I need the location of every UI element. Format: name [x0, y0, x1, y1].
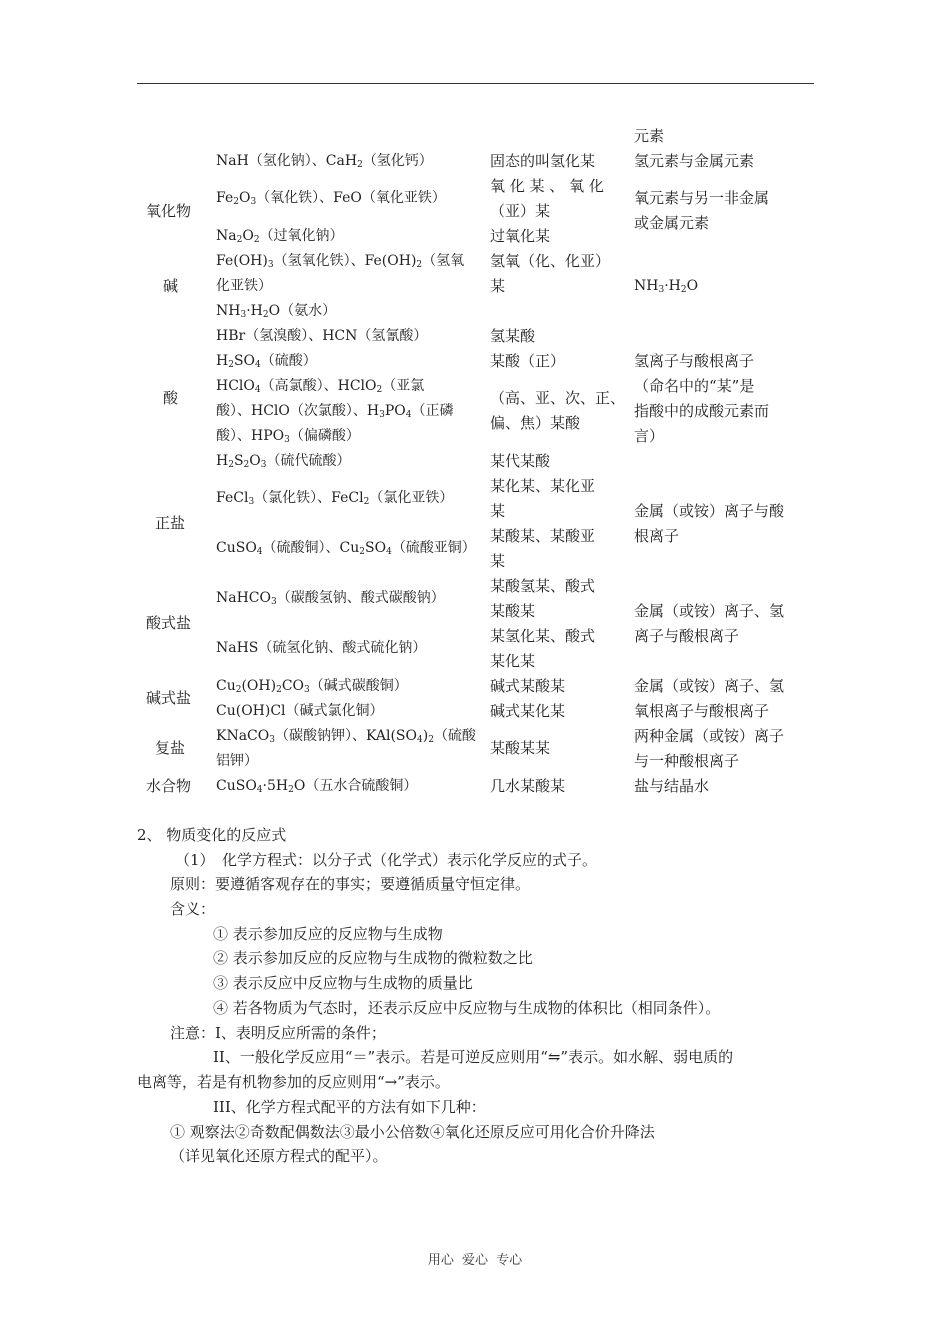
acid-salt-naming-3: 某氢化某、酸式: [490, 627, 596, 645]
double-salt-formula-2: 铝钾）: [216, 753, 258, 769]
note-2-continued: 电离等，若是有机物参加的反应则用“→”表示。: [137, 1073, 450, 1091]
meaning-item-1: ① 表示参加反应的反应物与生成物: [213, 925, 443, 943]
double-salt-composition-2: 与一种酸根离子: [634, 752, 740, 770]
acid-naming-1: 氢某酸: [490, 327, 536, 345]
normal-salt-naming-4: 某: [490, 552, 506, 570]
hydrate-naming: 几水某酸某: [490, 777, 566, 795]
meaning-item-3: ③ 表示反应中反应物与生成物的质量比: [213, 974, 473, 992]
base-formula-1: $Fe(OH)_3$（氢氧化铁）、$Fe(OH)_2$（氢氧: [216, 253, 465, 270]
acid-composition-3: 指酸中的成酸元素而: [634, 402, 770, 420]
meaning-heading: 含义：: [170, 900, 216, 918]
basic-salt-formula-1: $Cu_2(OH)_2CO_3$（碱式碳酸铜）: [216, 678, 408, 695]
hydride-formula: NaH（氢化钠）、CaH$_2$（氢化钙）: [216, 153, 433, 170]
oxide-naming-1: 氧 化 某 、 氧 化: [490, 177, 604, 195]
balancing-methods: ① 观察法②奇数配偶数法③最小公倍数④氧化还原反应可用化合价升降法: [170, 1123, 655, 1141]
acid-formula-1: HBr（氢溴酸）、HCN（氢氰酸）: [216, 328, 428, 344]
acid-formula-3a: HClO$_4$（高氯酸）、HClO$_2$（亚氯: [216, 378, 425, 395]
meaning-item-4: ④ 若各物质为气态时，还表示反应中反应物与生成物的体积比（相同条件）。: [213, 999, 721, 1017]
acid-naming-2: 某酸（正）: [490, 352, 566, 370]
acid-composition-4: 言）: [634, 427, 665, 445]
hydrate-label: 水合物: [146, 777, 192, 795]
note-2: II、一般化学反应用“＝”表示。若是可逆反应则用“⇋”表示。如水解、弱电质的: [213, 1048, 734, 1066]
acid-formula-3b: 酸）、HClO（次氯酸）、$H_3PO_4$（正磷: [216, 403, 454, 420]
hydride-composition: 氢元素与金属元素: [634, 152, 755, 170]
normal-salt-composition-1: 金属（或铵）离子与酸: [634, 502, 785, 520]
acid-salt-composition-2: 离子与酸根离子: [634, 627, 740, 645]
acid-composition-1: 氢离子与酸根离子: [634, 352, 755, 370]
base-naming-2: 某: [490, 277, 506, 295]
principle-text: 原则：要遵循客观存在的事实；要遵循质量守恒定律。: [170, 875, 531, 893]
double-salt-formula-1: KNaCO$_3$（碳酸钠钾）、$KAl(SO_4)_2$（硫酸: [216, 728, 476, 745]
section-heading: 2、 物质变化的反应式: [137, 826, 287, 844]
hydrate-formula: $CuSO_4\cdot 5H_2O$（五水合硫酸铜）: [216, 778, 418, 795]
base-naming-1: 氢氧（化、化亚）: [490, 252, 611, 270]
balancing-note: （详见氧化还原方程式的配平）。: [170, 1147, 388, 1165]
double-salt-label: 复盐: [155, 739, 186, 757]
note-1: 注意：I、表明反应所需的条件；: [170, 1024, 386, 1042]
page-footer: 用心 爱心 专心: [427, 1253, 523, 1268]
normal-salt-label: 正盐: [155, 514, 186, 532]
peroxide-naming: 过氧化某: [490, 227, 551, 245]
basic-salt-composition-2: 氧根离子与酸根离子: [634, 702, 770, 720]
hydride-naming: 固态的叫氢化某: [490, 152, 596, 170]
ammonia-formula: $NH_3\cdot H_2O$（氨水）: [216, 303, 337, 320]
normal-salt-formula-2: CuSO$_4$（硫酸铜）、$Cu_2SO_4$（硫酸亚铜）: [216, 540, 476, 557]
equation-definition: （1） 化学方程式：以分子式（化学式）表示化学反应的式子。: [175, 851, 598, 869]
base-label: 碱: [163, 277, 179, 295]
thioacid-naming: 某代某酸: [490, 452, 551, 470]
acid-salt-naming-2: 某酸某: [490, 602, 536, 620]
oxide-composition-2: 或金属元素: [634, 214, 710, 232]
basic-salt-label: 碱式盐: [146, 689, 192, 707]
meaning-item-2: ② 表示参加反应的反应物与生成物的微粒数之比: [213, 949, 533, 967]
basic-salt-formula-2: Cu(OH)Cl（碱式氯化铜）: [216, 703, 384, 719]
header-rule: [137, 83, 814, 84]
acid-salt-formula-1: NaHCO$_3$（碳酸氢钠、酸式碳酸钠）: [216, 590, 445, 607]
cell-r0-c4: 元素: [634, 127, 665, 145]
thioacid-formula: $H_2S_2O_3$（硫代硫酸）: [216, 453, 351, 470]
base-composition: $NH_3\cdot H_2O$: [634, 278, 699, 295]
basic-salt-naming-2: 碱式某化某: [490, 702, 566, 720]
acid-salt-naming-4: 某化某: [490, 652, 536, 670]
note-3: III、化学方程式配平的方法有如下几种：: [213, 1098, 486, 1116]
normal-salt-naming-2: 某: [490, 502, 506, 520]
acid-naming-3b: 偏、焦）某酸: [490, 414, 581, 432]
oxide-naming-2: （亚）某: [490, 202, 551, 220]
oxide-formula: $Fe_2O_3$（氧化铁）、FeO（氧化亚铁）: [216, 190, 446, 207]
hydrate-composition: 盐与结晶水: [634, 777, 710, 795]
double-salt-naming: 某酸某某: [490, 739, 551, 757]
acid-salt-formula-2: NaHS（硫氢化钠、酸式硫化钠）: [216, 640, 427, 656]
normal-salt-naming-1: 某化某、某化亚: [490, 477, 596, 495]
acid-salt-label: 酸式盐: [146, 614, 192, 632]
double-salt-composition-1: 两种金属（或铵）离子: [634, 727, 785, 745]
basic-salt-naming-1: 碱式某酸某: [490, 677, 566, 695]
normal-salt-composition-2: 根离子: [634, 527, 680, 545]
peroxide-formula: $Na_2O_2$（过氧化钠）: [216, 228, 344, 245]
oxide-label: 氧化物: [146, 202, 192, 220]
acid-composition-2: （命名中的“某”是: [634, 377, 755, 395]
normal-salt-naming-3: 某酸某、某酸亚: [490, 527, 596, 545]
basic-salt-composition-1: 金属（或铵）离子、氢: [634, 677, 785, 695]
acid-naming-3a: （高、亚、次、正、: [490, 389, 626, 407]
acid-label: 酸: [163, 389, 179, 407]
oxide-composition-1: 氧元素与另一非金属: [634, 189, 770, 207]
acid-salt-naming-1: 某酸氢某、酸式: [490, 577, 596, 595]
acid-salt-composition-1: 金属（或铵）离子、氢: [634, 602, 785, 620]
normal-salt-formula-1: FeCl$_3$（氯化铁）、FeCl$_2$（氯化亚铁）: [216, 490, 454, 507]
base-formula-2: 化亚铁）: [216, 278, 272, 294]
acid-formula-3c: 酸）、$HPO_3$（偏磷酸）: [216, 428, 360, 445]
acid-formula-2: $H_2SO_4$（硫酸）: [216, 353, 317, 370]
